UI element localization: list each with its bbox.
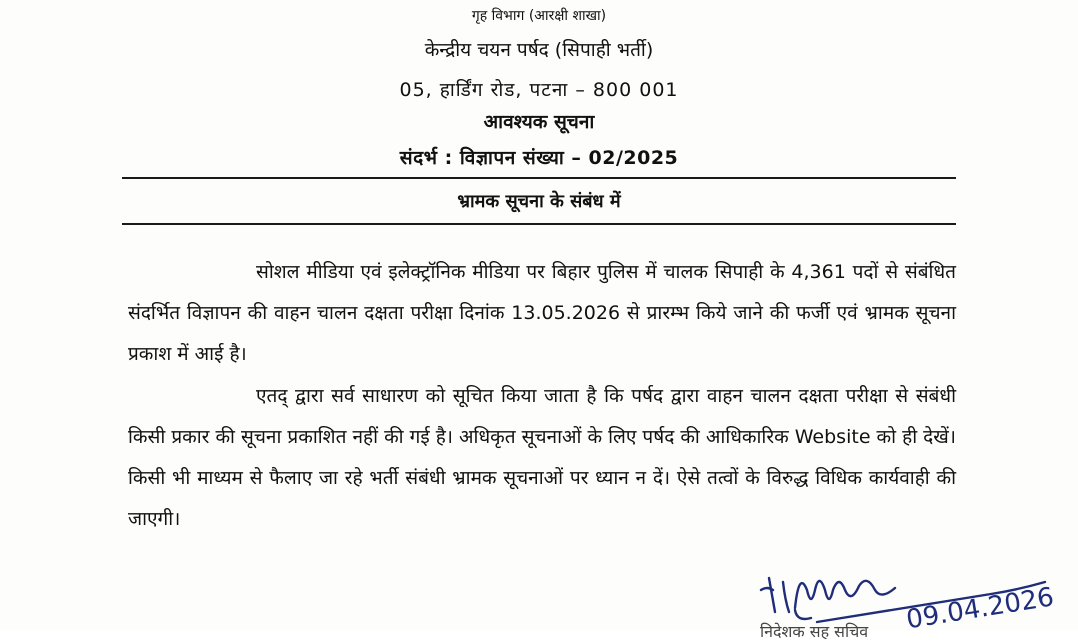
body-paragraph-1: सोशल मीडिया एवं इलेक्ट्रॉनिक मीडिया पर बिहार पुलिस में चालक सिपाही के 4,361 पदों से संबंधित संदर्भित विज्ञापन की वाहन चालन दक्षता परीक्षा दिनांक 13.05.2026 से प्रारम्भ किये जाने की फर्जी एवं भ्रामक सूचना प्रकाश में आई है।: [128, 261, 956, 365]
subject-line: भ्रामक सूचना के संबंध में: [457, 191, 621, 212]
organization-address: 05, हार्डिंग रोड, पटना – 800 001: [399, 79, 679, 101]
body-paragraph-2: एतद् द्वारा सर्व साधारण को सूचित किया जाता है कि पर्षद द्वारा वाहन चालन दक्षता परीक्षा से संबंधी किसी प्रकार की सूचना प्रकाशित नहीं की गई है। अधिकृत सूचनाओं के लिए पर्षद की आधिकारिक Website को ही देखें। किसी भी माध्यम से फैलाए जा रहे भर्ती संबंधी भ्रामक सूचनाओं पर ध्यान न दें। ऐसे तत्वों के विरुद्ध विधिक कार्यवाही की जाएगी।: [128, 385, 956, 530]
divider-top: [122, 177, 956, 179]
reference-line: संदर्भ : विज्ञापन संख्या – 02/2025: [399, 147, 679, 169]
notice-title: आवश्यक सूचना: [483, 111, 595, 133]
divider-bottom: [122, 223, 956, 225]
organization-name: केन्द्रीय चयन पर्षद (सिपाही भर्ती): [424, 39, 654, 61]
signature-date: 09.04.2026: [904, 582, 1056, 636]
signatory-designation: निदेशक सह सचिव: [760, 622, 869, 641]
department-line: गृह विभाग (आरक्षी शाखा): [471, 8, 607, 24]
